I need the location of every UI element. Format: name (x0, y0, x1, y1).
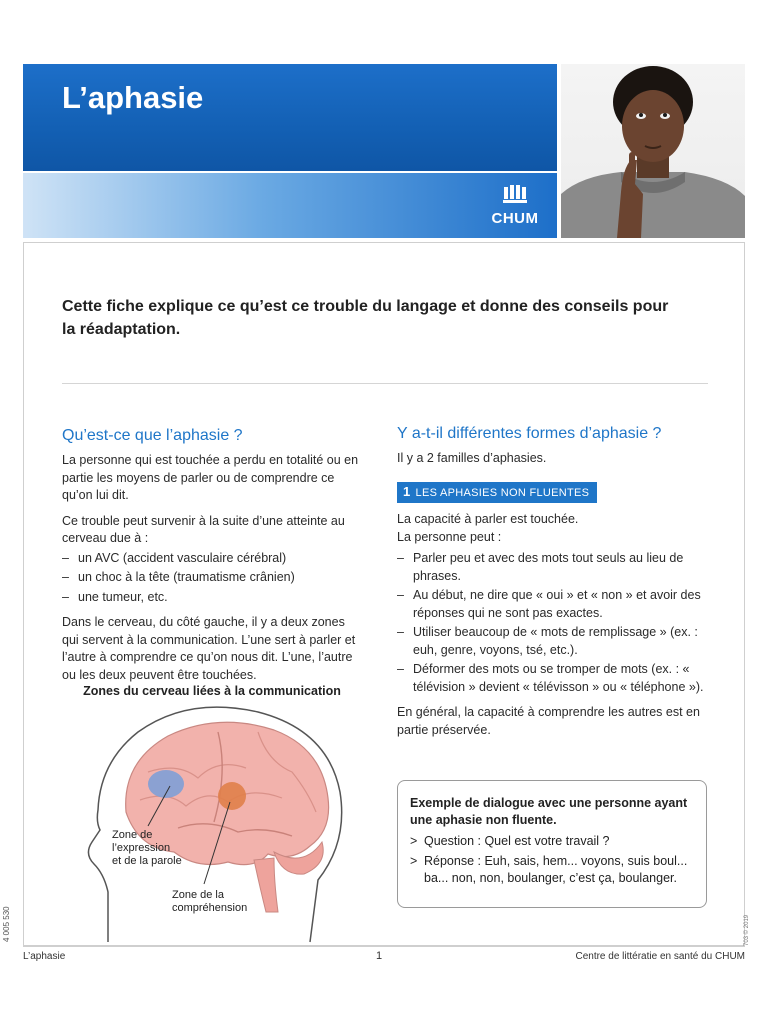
comprehension-label-line: Zone de la (172, 889, 224, 901)
right-column (397, 424, 717, 747)
section-heading-what: Qu’est-ce que l’aphasie ? (62, 427, 243, 444)
section-heading-forms: Y a-t-il différentes formes d’aphasie ? (397, 425, 662, 442)
families-text: Il y a 2 familles d’aphasies. (397, 451, 547, 465)
chum-logo-icon (503, 185, 527, 203)
dialog-question: > Question : Quel est votre travail ? (410, 833, 694, 850)
page-number: 1 (376, 950, 383, 962)
list-item: – une tumeur, etc. (62, 589, 362, 607)
thinking-woman-image (561, 64, 745, 238)
person-can-text: La personne peut : (397, 529, 502, 544)
brain-diagram (78, 702, 368, 944)
comprehension-zone (218, 782, 246, 810)
list-item: – un choc à la tête (traumatisme crânien) (62, 569, 362, 587)
document-code: 4 005 530 (2, 906, 11, 942)
diagram-title: Zones du cerveau liées à la communication (83, 684, 341, 698)
list-item: – un AVC (accident vasculaire cérébral) (62, 550, 362, 568)
definition-text: La personne qui est touchée a perdu en totalité ou en partie les moyens de parler ou de comprendre ce qu’on lui dit. (62, 453, 359, 502)
logo-text: CHUM (491, 210, 539, 227)
section-badge (397, 482, 597, 504)
badge-number: 1 (403, 483, 411, 499)
symptoms-list (397, 550, 717, 696)
comprehension-label-line: compréhension (172, 902, 248, 914)
causes-intro: Ce trouble peut survenir à la suite d’une atteinte au cerveau due à : (62, 513, 345, 545)
list-item: – Parler peu et avec des mots tout seuls au lieu de phrases. (397, 550, 717, 585)
left-column (62, 426, 362, 692)
dialog-title: Exemple de dialogue avec une personne ayant une aphasie non fluente. (410, 796, 688, 827)
capacity-text: La capacité à parler est touchée. (397, 512, 579, 526)
dialog-example-box (397, 780, 707, 908)
brain-zones-text: Dans le cerveau, du côté gauche, il y a deux zones qui servent à la communication. L’une sert à parler et l’autre à comprendre ce qu’on nous dit. L’une, l’autre ou les deux peuvent être touchées. (62, 615, 356, 682)
dialog-list (410, 833, 694, 887)
expression-label-line: Zone de (112, 829, 153, 841)
intro-text: Cette fiche explique ce qu’est ce trouble du langage et donne des conseils pour la réadaptation. (62, 298, 669, 338)
causes-list (62, 550, 362, 607)
comprehension-text: En général, la capacité à comprendre les autres est en partie préservée. (397, 705, 700, 737)
footer-title: L’aphasie (23, 951, 66, 962)
divider (62, 383, 708, 384)
expression-label-line: et de la parole (112, 855, 182, 867)
header-banner-lower (23, 173, 557, 238)
chum-logo (485, 185, 545, 235)
list-item: – Utiliser beaucoup de « mots de remplissage » (ex. : euh, genre, voyons, tsé, etc.). (397, 624, 717, 659)
dialog-answer: > Réponse : Euh, sais, hem... voyons, suis boul... ba... non, non, boulanger, c’est ça, boulanger. (410, 853, 694, 887)
footer-divider (23, 946, 745, 947)
footer-organization: Centre de littératie en santé du CHUM (575, 951, 745, 962)
header-photo (561, 64, 745, 238)
list-item: – Déformer des mots ou se tromper de mots (ex. : « télévision » devient « télévisson » ou « téléphone »). (397, 661, 717, 696)
document-code-right: 703 © 2019 (744, 914, 750, 946)
list-item: – Au début, ne dire que « oui » et « non » et avoir des réponses qui ne sont pas exactes. (397, 587, 717, 622)
badge-label: LES APHASIES NON FLUENTES (415, 486, 590, 499)
expression-label-line: l’expression (112, 842, 171, 854)
page-title: L’aphasie (62, 80, 204, 115)
